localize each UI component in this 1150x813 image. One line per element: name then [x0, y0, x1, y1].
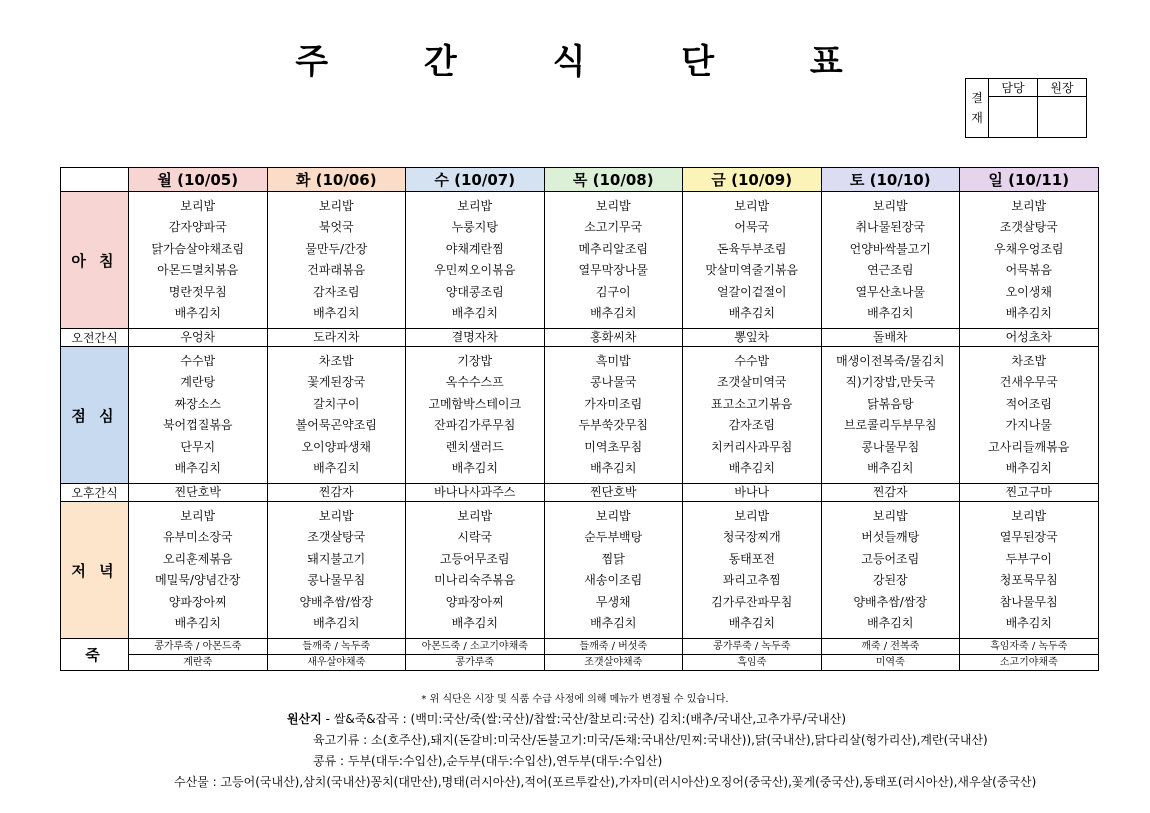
menu-item: 김구이 [595, 284, 631, 299]
menu-item: 적어조림 [1005, 396, 1052, 411]
lunch-cell [683, 347, 822, 484]
menu-item: 배추김치 [313, 306, 360, 320]
lunch-cell [960, 347, 1099, 484]
snack-item: 찐단호박 [544, 484, 683, 502]
menu-item: 보리밥 [1011, 198, 1047, 213]
menu-item: 직)기장밥,만둣국 [845, 375, 936, 389]
menu-item: 배추김치 [313, 616, 360, 630]
pm_snack-row [61, 484, 1099, 502]
dinner-label: 저 녁 [61, 502, 129, 639]
menu-item: 메밀묵/양념간장 [155, 573, 241, 587]
menu-item: 배추김치 [174, 306, 221, 320]
menu-item: 청포묵무침 [999, 573, 1058, 587]
dinner-cell [267, 502, 406, 639]
menu-item: 두부구이 [1005, 551, 1052, 566]
menu-item: 닭가슴살야채조림 [151, 241, 245, 256]
menu-item: 우채우엉조림 [993, 241, 1064, 256]
lunch-cell [129, 347, 268, 484]
porridge-item: 들깨죽 / 버섯죽 [544, 639, 683, 655]
menu-item: 얼갈이겉절이 [716, 284, 787, 299]
menu-item: 치커리사과무침 [711, 439, 793, 454]
menu-item: 건새우무국 [999, 375, 1058, 389]
porridge-item: 아몬드죽 / 소고기야채죽 [406, 639, 545, 655]
porridge-item: 계란죽 [129, 655, 268, 671]
menu-item: 어묵국 [734, 220, 770, 234]
approval-manager-sign[interactable] [989, 97, 1038, 138]
menu-item: 보리밥 [1011, 508, 1047, 523]
approval-label: 결 재 [966, 79, 989, 138]
menu-item: 돈육두부조림 [716, 241, 787, 256]
porridge-item: 콩가루죽 [406, 655, 545, 671]
menu-item: 야채계란찜 [445, 241, 504, 256]
menu-item: 오이양파생채 [301, 439, 372, 454]
menu-item: 시락국 [457, 530, 493, 544]
menu-item: 흑미밥 [595, 353, 631, 368]
corner-cell [61, 168, 129, 192]
day-header: 금 (10/09) [683, 168, 822, 192]
approval-manager-header: 담당 [989, 79, 1038, 97]
menu-item: 보리밥 [734, 198, 770, 213]
menu-item: 배추김치 [867, 461, 914, 475]
menu-item: 소고기무국 [584, 220, 643, 234]
day-header: 화 (10/06) [267, 168, 406, 192]
menu-item: 조갯살탕국 [307, 530, 366, 544]
porridge-item: 흑임죽 [683, 655, 822, 671]
menu-item: 북엇국 [318, 220, 354, 234]
menu-item: 표고소고기볶음 [711, 396, 793, 411]
menu-item: 열무산초나물 [855, 284, 926, 299]
menu-item: 열무된장국 [999, 530, 1058, 544]
menu-item: 배추김치 [867, 306, 914, 320]
snack-item: 돌배차 [821, 329, 960, 347]
menu-item: 고등어조림 [861, 551, 920, 566]
snack-item: 바나나 [683, 484, 822, 502]
menu-item: 배추김치 [590, 306, 637, 320]
menu-item: 순두부백탕 [584, 530, 643, 544]
menu-item: 청국장찌개 [722, 530, 781, 544]
menu-item: 콩나물무침 [861, 439, 920, 454]
menu-item: 보리밥 [318, 198, 354, 213]
menu-item: 꽃게된장국 [307, 375, 366, 389]
menu-item: 배추김치 [174, 616, 221, 630]
menu-item: 언양바싹불고기 [849, 241, 931, 256]
breakfast-cell [406, 192, 545, 329]
menu-item: 명란젓무침 [168, 284, 227, 299]
origin-rice: 원산지 - 쌀&죽&잡곡 : (백미:국산/죽(쌀:국산)/찹쌀:국산/찰보리:국산) 김치:(배추/국내산,고추가루/국내산) [287, 712, 847, 726]
menu-item: 가지나물 [1005, 418, 1052, 432]
snack-item: 우엉차 [129, 329, 268, 347]
menu-item: 감자조림 [728, 418, 775, 432]
dinner-cell [821, 502, 960, 639]
snack-item: 결명자차 [406, 329, 545, 347]
menu-item: 메추리알조림 [578, 241, 649, 256]
snack-item: 찐감자 [821, 484, 960, 502]
menu-item: 감자양파국 [168, 220, 227, 234]
breakfast-row [61, 192, 1099, 329]
snack-item: 찐단호박 [129, 484, 268, 502]
dinner-cell [960, 502, 1099, 639]
menu-item: 수수밥 [734, 353, 770, 368]
menu-item: 새송이조림 [584, 573, 643, 587]
page-title: 주 간 식 단 표 [295, 42, 885, 82]
menu-item: 어묵볶음 [1005, 263, 1052, 277]
snack-item: 찐고구마 [960, 484, 1099, 502]
origin-seafood: 수산물 : 고등어(국내산),삼치(국내산)꽁치(대만산),명태(러시아산),적어(포르투칼산),가자미(러시아산)오징어(중국산),꽃게(중국산),동태포(러시아산),새우살(중국산) [174, 775, 1037, 789]
menu-item: 볼어묵곤약조림 [295, 418, 377, 432]
origin-label: 원산지 [287, 712, 322, 726]
menu-item: 옥수수스프 [445, 375, 504, 389]
breakfast-cell [267, 192, 406, 329]
breakfast-cell [544, 192, 683, 329]
menu-item: 배추김치 [590, 461, 637, 475]
menu-item: 건파래볶음 [307, 263, 366, 277]
menu-item: 무생채 [595, 594, 631, 609]
porridge-item: 콩가루죽 / 녹두죽 [683, 639, 822, 655]
menu-item: 유부미소장국 [162, 530, 233, 544]
menu-item: 미역초무침 [584, 439, 643, 454]
breakfast-cell [960, 192, 1099, 329]
menu-item: 아몬드멸치볶음 [157, 263, 239, 277]
porridge-item: 소고기야채죽 [960, 655, 1099, 671]
menu-item: 가자미조림 [584, 396, 643, 411]
menu-item: 양배추쌈/쌈장 [853, 594, 928, 609]
menu-item: 브로콜리두부무침 [843, 418, 937, 432]
menu-item: 렌치샐러드 [445, 439, 504, 454]
lunch-cell [544, 347, 683, 484]
porridge-row-1 [61, 639, 1099, 655]
menu-item: 보리밥 [457, 198, 493, 213]
menu-item: 짜장소스 [174, 396, 221, 411]
menu-item: 닭볶음탕 [867, 396, 914, 411]
menu-item: 콩나물무침 [307, 573, 366, 587]
dinner-cell [406, 502, 545, 639]
menu-item: 양파장아찌 [445, 594, 504, 609]
menu-item: 꽈리고추찜 [722, 573, 781, 587]
menu-item: 단무지 [180, 439, 216, 454]
day-header: 일 (10/11) [960, 168, 1099, 192]
origin-beans: 콩류 : 두부(대두:수입산),순두부(대두:수입산),연두부(대두:수입산) [313, 754, 663, 768]
menu-item: 물만두/간장 [305, 241, 368, 256]
porridge-item: 깨죽 / 전복죽 [821, 639, 960, 655]
menu-item: 오리훈제볶음 [162, 551, 233, 566]
menu-item: 북어껍질볶음 [162, 418, 233, 432]
notice-text: * 위 식단은 시장 및 식품 수급 사정에 의해 메뉴가 변경될 수 있습니다. [421, 694, 729, 705]
menu-item: 찜닭 [601, 551, 625, 566]
menu-item: 우민찌오이볶음 [434, 263, 516, 277]
menu-item: 버섯들깨탕 [861, 530, 920, 544]
dinner-cell [683, 502, 822, 639]
snack-item: 어성초차 [960, 329, 1099, 347]
menu-item: 배추김치 [451, 306, 498, 320]
menu-item: 열무막장나물 [578, 263, 649, 277]
dinner-row [61, 502, 1099, 639]
lunch-row [61, 347, 1099, 484]
weekly-menu-table [60, 167, 1099, 671]
am_snack-row [61, 329, 1099, 347]
menu-item: 기장밥 [457, 353, 493, 368]
snack-item: 홍화씨차 [544, 329, 683, 347]
approval-director-sign[interactable] [1038, 97, 1087, 138]
porridge-item: 미역죽 [821, 655, 960, 671]
menu-item: 보리밥 [318, 508, 354, 523]
menu-item: 배추김치 [728, 616, 775, 630]
menu-item: 미나리숙주볶음 [434, 573, 516, 587]
menu-item: 취나물된장국 [855, 220, 926, 234]
origin-meat: 육고기류 : 소(호주산),돼지(돈갈비:미국산/돈불고기:미국/돈채:국내산/민찌:국내산)),닭(국내산),닭다리살(헝가리산),계란(국내산) [313, 733, 988, 747]
porridge-item: 흑임자죽 / 녹두죽 [960, 639, 1099, 655]
snack-item: 뽕잎차 [683, 329, 822, 347]
menu-item: 보리밥 [180, 198, 216, 213]
menu-item: 감자조림 [313, 284, 360, 299]
menu-item: 매생이전복죽/물김치 [836, 353, 945, 368]
menu-item: 보리밥 [872, 508, 908, 523]
menu-item: 배추김치 [1005, 461, 1052, 475]
porridge-item: 새우살야채죽 [267, 655, 406, 671]
menu-item: 보리밥 [595, 508, 631, 523]
menu-item: 조갯살미역국 [716, 375, 787, 389]
approval-box [965, 78, 1087, 138]
menu-item: 수수밥 [180, 353, 216, 368]
menu-item: 계란탕 [180, 375, 216, 389]
porridge-row-2 [61, 655, 1099, 671]
snack-item: 바나나사과주스 [406, 484, 545, 502]
snack-item: 찐감자 [267, 484, 406, 502]
porridge-item: 들깨죽 / 녹두죽 [267, 639, 406, 655]
menu-item: 김가루잔파무침 [711, 594, 793, 609]
approval-director-header: 원장 [1038, 79, 1087, 97]
menu-item: 잔파김가루무침 [434, 418, 516, 432]
menu-item: 배추김치 [1005, 616, 1052, 630]
menu-item: 누룽지탕 [451, 220, 498, 234]
menu-item: 보리밥 [595, 198, 631, 213]
breakfast-cell [821, 192, 960, 329]
menu-item: 콩나물국 [590, 375, 637, 389]
menu-item: 고메함박스테이크 [428, 396, 522, 411]
menu-item: 보리밥 [872, 198, 908, 213]
menu-item: 두부쑥갓무침 [578, 418, 649, 432]
menu-item: 배추김치 [451, 616, 498, 630]
menu-item: 배추김치 [313, 461, 360, 475]
porridge-item: 조갯살야채죽 [544, 655, 683, 671]
menu-item: 배추김치 [451, 461, 498, 475]
menu-item: 돼지불고기 [307, 551, 366, 566]
breakfast-cell [129, 192, 268, 329]
menu-item: 배추김치 [728, 461, 775, 475]
day-header: 수 (10/07) [406, 168, 545, 192]
menu-item: 고등어무조림 [439, 551, 510, 566]
porridge-item: 콩가루죽 / 아몬드죽 [129, 639, 268, 655]
menu-item: 맛살미역줄기볶음 [705, 263, 799, 277]
menu-item: 보리밥 [734, 508, 770, 523]
day-header-row [61, 168, 1099, 192]
lunch-cell [267, 347, 406, 484]
dinner-cell [129, 502, 268, 639]
lunch-cell [406, 347, 545, 484]
day-header: 목 (10/08) [544, 168, 683, 192]
menu-item: 갈치구이 [313, 396, 360, 411]
menu-item: 배추김치 [728, 306, 775, 320]
menu-item: 차조밥 [318, 353, 354, 368]
dinner-cell [544, 502, 683, 639]
pm_snack-label: 오후간식 [61, 484, 129, 502]
menu-item: 고사리들깨볶음 [988, 439, 1070, 454]
menu-item: 양대콩조림 [445, 284, 504, 299]
day-header: 토 (10/10) [821, 168, 960, 192]
menu-item: 연근조림 [867, 263, 914, 277]
menu-item: 보리밥 [457, 508, 493, 523]
menu-item: 배추김치 [1005, 306, 1052, 320]
menu-item: 오이생채 [1005, 284, 1052, 299]
menu-item: 강된장 [872, 573, 908, 587]
breakfast-label: 아 침 [61, 192, 129, 329]
menu-item: 동태포전 [728, 551, 775, 566]
porridge-label: 죽 [61, 639, 129, 671]
menu-item: 보리밥 [180, 508, 216, 523]
snack-item: 도라지차 [267, 329, 406, 347]
menu-item: 양파장아찌 [168, 594, 227, 609]
menu-item: 배추김치 [867, 616, 914, 630]
menu-item: 조갯살탕국 [999, 220, 1058, 234]
breakfast-cell [683, 192, 822, 329]
lunch-label: 점 심 [61, 347, 129, 484]
am_snack-label: 오전간식 [61, 329, 129, 347]
lunch-cell [821, 347, 960, 484]
menu-item: 양배추쌈/쌈장 [299, 594, 374, 609]
menu-item: 차조밥 [1011, 353, 1047, 368]
menu-item: 배추김치 [174, 461, 221, 475]
day-header: 월 (10/05) [129, 168, 268, 192]
menu-item: 참나물무침 [999, 594, 1058, 609]
menu-item: 배추김치 [590, 616, 637, 630]
